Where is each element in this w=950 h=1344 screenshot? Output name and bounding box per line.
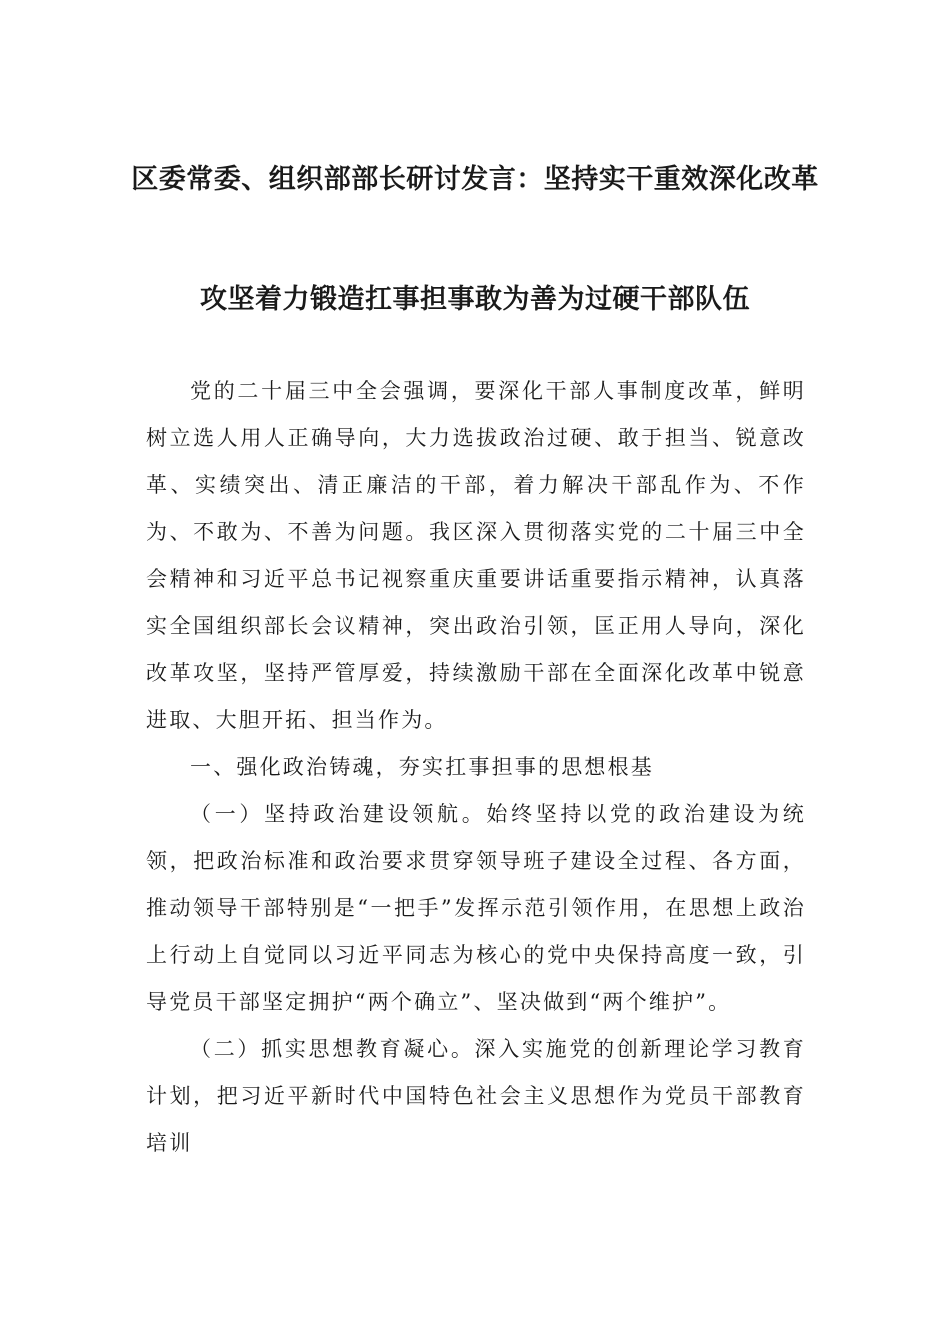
section-heading-1: 一、强化政治铸魂，夯实扛事担事的思想根基 xyxy=(190,755,654,779)
document-title-line-1: 区委常委、组织部部长研讨发言：坚持实干重效深化改革 xyxy=(131,164,819,195)
paragraph-subsection-2: （二）抓实思想教育凝心。深入实施党的创新理论学习教育计划，把习近平新时代中国特色社会主义思想作为党员干部教育培训 xyxy=(146,1037,806,1155)
document-body xyxy=(146,368,806,1167)
paragraph-subsection-1: （一）坚持政治建设领航。始终坚持以党的政治建设为统领，把政治标准和政治要求贯穿领导班子建设全过程、各方面，推动领导干部特别是“一把手”发挥示范引领作用，在思想上政治上行动上自觉同以习近平同志为核心的党中央保持高度一致，引导党员干部坚定拥护“两个确立”、坚决做到“两个维护”。 xyxy=(146,802,806,1014)
document-title-line-2: 攻坚着力锻造扛事担事敢为善为过硬干部队伍 xyxy=(200,284,750,315)
paragraph-intro: 党的二十届三中全会强调，要深化干部人事制度改革，鲜明树立选人用人正确导向，大力选拔政治过硬、敢于担当、锐意改革、实绩突出、清正廉洁的干部，着力解决干部乱作为、不作为、不敢为、不善为问题。我区深入贯彻落实党的二十届三中全会精神和习近平总书记视察重庆重要讲话重要指示精神，认真落实全国组织部长会议精神，突出政治引领，匡正用人导向，深化改革攻坚，坚持严管厚爱，持续激励干部在全面深化改革中锐意进取、大胆开拓、担当作为。 xyxy=(146,379,806,732)
